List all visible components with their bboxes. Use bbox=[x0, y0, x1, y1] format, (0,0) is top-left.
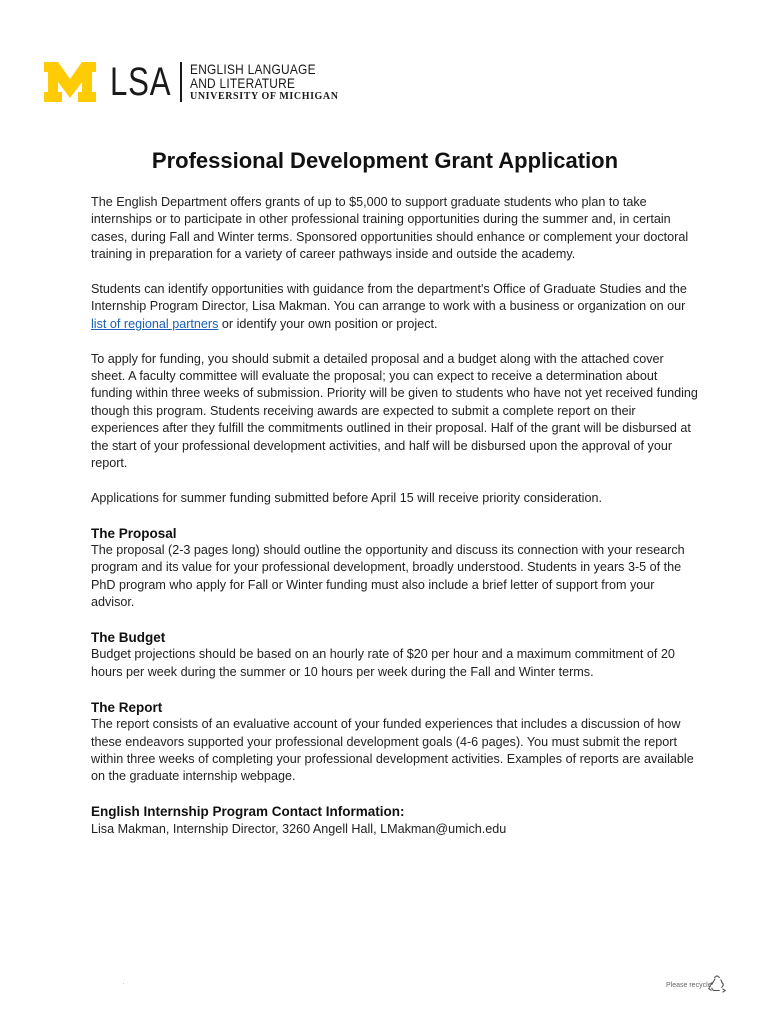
intro-paragraph-4: Applications for summer funding submitted before April 15 will receive priority consideration. bbox=[91, 490, 602, 505]
document-body bbox=[91, 194, 701, 838]
budget-body: Budget projections should be based on an hourly rate of $20 per hour and a maximum commitment of 20 hours per week during the summer or 10 hours per week during the Fall and Winter terms. bbox=[91, 647, 675, 679]
regional-partners-link[interactable]: list of regional partners bbox=[91, 316, 219, 331]
contact-heading: English Internship Program Contact Information: bbox=[91, 804, 405, 820]
lsa-wordmark: LSA bbox=[110, 60, 172, 104]
intro-paragraph-2 bbox=[91, 281, 701, 333]
page-title: Professional Development Grant Application bbox=[151, 148, 619, 173]
recycle-icon bbox=[706, 974, 728, 996]
department-line-1: ENGLISH LANGUAGE bbox=[190, 61, 316, 77]
lsa-logo bbox=[110, 62, 339, 102]
page-header bbox=[44, 60, 339, 104]
department-name bbox=[190, 62, 339, 102]
department-line-2: AND LITERATURE bbox=[190, 75, 296, 91]
intro-p2-text-before: Students can identify opportunities with guidance from the department's Office of Graduate Studies and the Internship Program Director, Lisa Makman. You can arrange to work with a business or organization on our bbox=[91, 282, 687, 314]
intro-p2-text-after: or identify your own position or project. bbox=[218, 316, 438, 331]
budget-heading: The Budget bbox=[91, 630, 166, 646]
contact-details: Lisa Makman, Internship Director, 3260 Angell Hall, LMakman@umich.edu bbox=[91, 821, 507, 836]
recycle-text: Please recycle bbox=[666, 981, 712, 989]
proposal-heading: The Proposal bbox=[91, 525, 177, 541]
recycle-notice bbox=[666, 974, 728, 996]
block-m-logo-icon bbox=[44, 62, 96, 102]
report-body: The report consists of an evaluative account of your funded experiences that includes a discussion of how these endeavors supported your professional development goals (4-6 pages). You must submit the report within three weeks of completing your professional development activities. Examples of reports are available on the graduate internship webpage. bbox=[91, 717, 694, 784]
stray-mark bbox=[123, 983, 124, 984]
report-heading: The Report bbox=[91, 699, 163, 715]
intro-paragraph-1: The English Department offers grants of up to $5,000 to support graduate students who plan to take internships or to participate in other professional training opportunities during the summer and, in certain cases, during Fall and Winter terms. Sponsored opportunities should enhance or complement your doctoral training in preparation for a variety of career pathways inside and outside the academy. bbox=[91, 195, 689, 262]
university-name: UNIVERSITY OF MICHIGAN bbox=[190, 91, 339, 102]
logo-divider bbox=[180, 62, 182, 102]
proposal-body: The proposal (2-3 pages long) should outline the opportunity and discuss its connection with your research program and its value for your professional development, broadly understood. Students in years 3-5 of the PhD program who apply for Fall or Winter funding must also include a brief letter of support from your advisor. bbox=[91, 543, 685, 610]
intro-paragraph-3: To apply for funding, you should submit a detailed proposal and a budget along with the attached cover sheet. A faculty committee will evaluate the proposal; you can expect to receive a determination about funding within three weeks of submission. Priority will be given to students who have not yet received funding though this program. Students receiving awards are expected to submit a complete report on their experiences after they fulfill the commitments outlined in their proposal. Half of the grant will be disbursed at the start of your professional development activities, and half will be disbursed upon the approval of your report. bbox=[91, 351, 698, 471]
